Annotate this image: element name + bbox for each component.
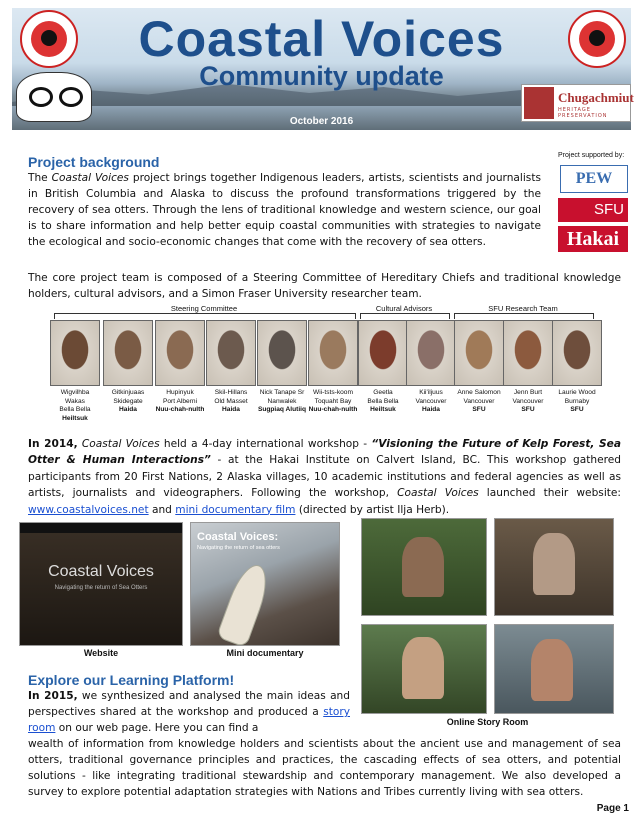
story-room-link[interactable]: story room <box>28 706 350 734</box>
team-member <box>552 320 602 415</box>
sponsor-label: Project supported by: <box>558 152 625 159</box>
group-brace-steering <box>54 313 356 319</box>
issue-date: October 2016 <box>289 116 354 127</box>
member-name: Hupinyuk <box>166 389 194 396</box>
team-member <box>406 320 456 415</box>
member-nation: Haida <box>222 406 240 413</box>
chugachmiut-logo-tagline: HERITAGE PRESERVATION <box>558 107 608 119</box>
member-place: Burnaby <box>564 397 590 405</box>
formline-art-logo <box>16 72 92 122</box>
member-place: Skidegate <box>113 397 143 405</box>
team-member <box>503 320 553 415</box>
member-nation: SFU <box>472 406 486 413</box>
member-photo <box>454 320 504 386</box>
left-crest-logo <box>20 10 78 68</box>
group-label-sfu: SFU Research Team <box>488 304 558 313</box>
chugachmiut-logo-text: Chugachmiut <box>558 90 634 105</box>
platform-paragraph-body: wealth of information from knowledge holders and scientists about the ancient use and management of sea otters, traditional governance principles and practices, the cascading effects of sea otters, and potential solutions - like integrating traditional stewardship and contemporary management. We also developed a survey to explore potential adaptation strategies with Nations and Tribes currently living with sea otters. <box>28 738 621 798</box>
right-crest-logo <box>568 10 626 68</box>
member-nation: Sugpiaq Alutiiq <box>257 406 307 413</box>
member-place: Port Alberni <box>162 397 198 405</box>
group-brace-cultural <box>360 313 450 319</box>
member-place: Vancouver <box>415 397 447 405</box>
member-photo <box>358 320 408 386</box>
member-photo <box>103 320 153 386</box>
documentary-title: Coastal Voices: <box>197 531 279 543</box>
page-subtitle: Community update <box>199 61 444 91</box>
member-place: Vancouver <box>512 397 544 405</box>
member-name: Nick Tanape Sr <box>259 389 305 396</box>
member-nation: Nuu-chah-nulth <box>155 406 205 413</box>
member-name: Skil-Hillans <box>214 389 248 396</box>
website-screenshot[interactable] <box>19 522 183 646</box>
documentary-subtitle: Navigating the return of sea otters <box>197 545 280 551</box>
story-video-3[interactable] <box>361 624 487 714</box>
website-link[interactable]: www.coastalvoices.net <box>28 503 149 516</box>
section-heading-background: Project background <box>28 154 160 170</box>
member-photo <box>206 320 256 386</box>
member-nation: Heiltsuk <box>62 414 88 422</box>
member-name: Kii'iljuus <box>419 389 443 396</box>
background-paragraph-2: The core project team is composed of a Steering Committee of Hereditary Chiefs and traditional knowledge holders, cultural advisors, and a Simon Fraser University researcher team. <box>28 272 621 300</box>
member-name: Laurie Wood <box>558 389 596 396</box>
member-nation: Haida <box>422 406 440 413</box>
platform-paragraph-intro: In 2015, we synthesized and analysed the main ideas and perspectives shared at the workshop and produced a story room on our web page. Here you can find a <box>28 690 350 734</box>
team-member <box>103 320 153 415</box>
member-photo <box>50 320 100 386</box>
member-name: Jenn Burt <box>513 389 543 396</box>
member-nation: SFU <box>570 406 584 413</box>
website-subtitle: Navigating the return of Sea Otters <box>54 585 148 591</box>
group-brace-sfu <box>454 313 594 319</box>
member-place: Old Masset <box>214 397 248 405</box>
story-video-1[interactable] <box>361 518 487 616</box>
sfu-logo: SFU <box>558 198 628 222</box>
member-photo <box>503 320 553 386</box>
member-photo <box>155 320 205 386</box>
member-name: Geetla <box>373 389 393 396</box>
chugachmiut-logo <box>521 84 634 122</box>
documentary-link[interactable]: mini documentary film <box>175 503 296 516</box>
member-name: Anne Salomon <box>457 389 501 396</box>
website-title: Coastal Voices <box>48 563 154 580</box>
member-place: Toquaht Bay <box>314 397 352 405</box>
website-caption: Website <box>83 648 119 658</box>
member-photo <box>308 320 358 386</box>
team-member <box>358 320 408 415</box>
member-place: Vancouver <box>463 397 495 405</box>
story-video-2[interactable] <box>494 518 614 616</box>
story-video-4[interactable] <box>494 624 614 714</box>
story-room-caption: Online Story Room <box>446 717 529 727</box>
member-name: Wigvilhba Wakas <box>60 389 90 405</box>
member-nation: Heiltsuk <box>370 406 396 413</box>
member-nation: Nuu-chah-nulth <box>308 406 358 413</box>
team-member <box>155 320 205 415</box>
page-number: Page 1 <box>596 803 629 814</box>
group-label-cultural: Cultural Advisors <box>375 304 433 313</box>
pew-logo: PEW <box>560 165 628 193</box>
team-member <box>206 320 256 415</box>
member-nation: SFU <box>521 406 535 413</box>
member-place: Bella Bella <box>367 397 399 405</box>
group-label-steering: Steering Committee <box>170 304 238 313</box>
hakai-logo: Hakai <box>558 226 628 252</box>
member-place: Nanwalek <box>267 397 297 405</box>
member-photo <box>257 320 307 386</box>
team-member <box>50 320 100 423</box>
documentary-caption: Mini documentary <box>226 648 304 658</box>
team-member <box>257 320 307 415</box>
page-title: Coastal Voices <box>138 11 505 67</box>
member-place: Bella Bella <box>59 406 91 413</box>
member-photo <box>552 320 602 386</box>
background-paragraph-1: The Coastal Voices project brings together Indigenous leaders, artists, scientists and journalists in British Columbia and Alaska to discuss the profound transformations triggered by the recovery of sea otters. Through the lens of traditional knowledge and western science, our goal is to share information and help better equip coastal communities with strategies to navigate the ecological and socio-economic changes that come with the recovery of sea otters. <box>28 172 541 248</box>
documentary-thumbnail[interactable] <box>190 522 340 646</box>
team-member <box>454 320 504 415</box>
section-heading-platform: Explore our Learning Platform! <box>28 672 235 688</box>
member-nation: Haida <box>119 406 137 413</box>
member-name: Gitkinjuaas <box>111 389 145 396</box>
team-member <box>308 320 358 415</box>
member-name: Wii-tsts-koom <box>313 389 353 396</box>
workshop-paragraph: In 2014, Coastal Voices held a 4-day international workshop - “Visioning the Future of Kelp Forest, Sea Otter & Human Interactions” - at the Hakai Institute on Calvert Island, BC. This workshop gathered participants from 20 First Nations, 2 Alaska villages, 10 academic institutions and federal agencies as well as artists, journalists and videographers. Following the workshop, Coastal Voices launched their website: www.coastalvoices.net and mini documentary film (directed by artist Ilja Herb). <box>28 438 621 516</box>
member-photo <box>406 320 456 386</box>
